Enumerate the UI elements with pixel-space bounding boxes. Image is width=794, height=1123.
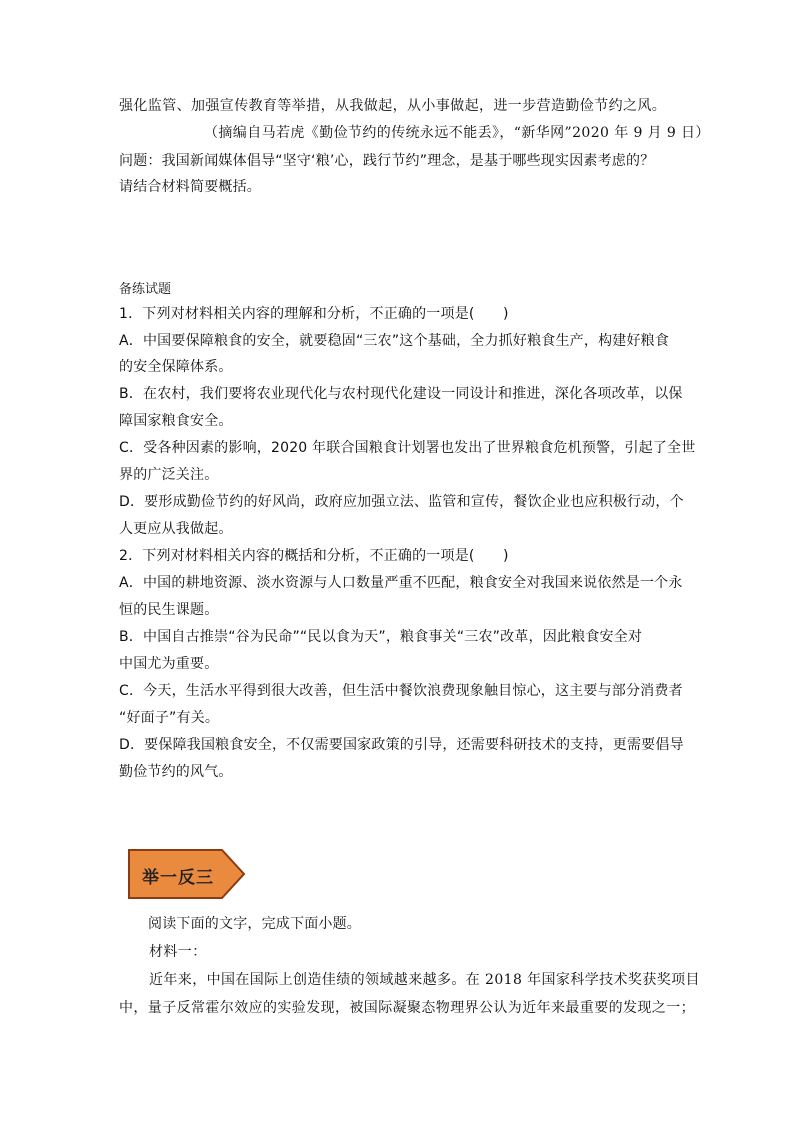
option-c-cont: 界的广泛关注。 xyxy=(119,467,219,483)
reading-instruction: 阅读下面的文字，完成下面小题。 xyxy=(148,916,361,932)
question-line: 请结合材料简要概括。 xyxy=(119,179,261,195)
question-stem: 2．下列对材料相关内容的概括和分析，不正确的一项是( ) xyxy=(119,548,509,564)
option-c: C．今天，生活水平得到很大改善，但生活中餐饮浪费现象触目惊心，这主要与部分消费者 xyxy=(119,683,683,699)
option-b-cont: 障国家粮食安全。 xyxy=(119,413,233,429)
option-d-cont: 勤俭节约的风气。 xyxy=(119,764,233,780)
section-badge xyxy=(128,849,246,899)
section-title: 备练试题 xyxy=(119,282,172,297)
question-line: 问题：我国新闻媒体倡导“坚守‘粮’心，践行节约”理念，是基于哪些现实因素考虑的？ xyxy=(119,153,655,169)
citation: （摘编自马若虎《勤俭节约的传统永远不能丢》，“新华网”2020 年 9 月 9 日） xyxy=(204,125,710,141)
option-b-cont: 中国尤为重要。 xyxy=(119,656,219,672)
material-label: 材料一： xyxy=(149,944,207,960)
option-d: D．要保障我国粮食安全，不仅需要国家政策的引导，还需要科研技术的支持，更需要倡导 xyxy=(119,737,684,753)
question-stem: 1．下列对材料相关内容的理解和分析，不正确的一项是( ) xyxy=(119,306,509,322)
badge-label: 举一反三 xyxy=(142,868,214,888)
material-paragraph-line: 近年来，中国在国际上创造佳绩的领域越来越多。在 2018 年国家科学技术奖获奖项目 xyxy=(149,972,700,988)
option-c: C．受各种因素的影响，2020 年联合国粮食计划署也发出了世界粮食危机预警，引起了全世 xyxy=(119,440,696,456)
material-paragraph-line: 中，量子反常霍尔效应的实验发现，被国际凝聚态物理界公认为近年来最重要的发现之一； xyxy=(119,1000,695,1016)
option-a-cont: 恒的民生课题。 xyxy=(119,602,219,618)
option-a-cont: 的安全保障体系。 xyxy=(119,359,233,375)
option-d: D．要形成勤俭节约的好风尚，政府应加强立法、监管和宣传，餐饮企业也应积极行动，个 xyxy=(119,494,684,510)
option-b: B．中国自古推崇“谷为民命”“民以食为天”，粮食事关“三农”改革，因此粮食安全对 xyxy=(119,629,643,645)
option-c-cont: “好面子”有关。 xyxy=(119,710,220,726)
paragraph-line: 强化监管、加强宣传教育等举措，从我做起，从小事做起，进一步营造勤俭节约之风。 xyxy=(119,98,667,114)
option-a: A．中国要保障粮食的安全，就要稳固“三农”这个基础，全力抓好粮食生产，构建好粮食 xyxy=(119,333,670,349)
option-d-cont: 人更应从我做起。 xyxy=(119,521,233,537)
option-b: B．在农村，我们要将农业现代化与农村现代化建设一同设计和推进，深化各项改革，以保 xyxy=(119,386,683,402)
option-a: A．中国的耕地资源、淡水资源与人口数量严重不匹配，粮食安全对我国来说依然是一个永 xyxy=(119,575,683,591)
